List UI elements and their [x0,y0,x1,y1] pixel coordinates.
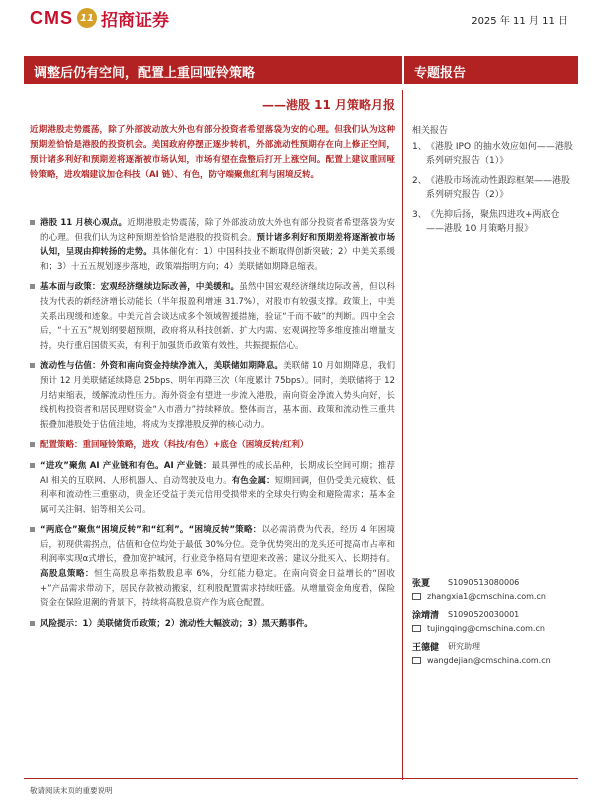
mail-icon [412,657,421,664]
logo-mark-icon: 11 [77,8,97,28]
bullet-core-view [30,216,395,274]
analyst-email[interactable]: zhangxia1@cmschina.com.cn [427,591,546,601]
bullet-liquidity [30,359,395,432]
key-points [30,216,395,637]
analyst-email[interactable]: wangdejian@cmschina.com.cn [427,655,551,665]
analyst-entry [412,607,577,635]
bullet-lead: “进攻”聚焦 AI 产业链和有色。AI 产业链： [40,460,212,471]
footer-note: 敬请阅读末页的重要说明 [30,786,113,795]
bullet-lead: 风险提示：1）美联储货币政策；2）流动性大幅波动；3）黑天鹅事件。 [40,618,313,629]
analyst-license: S1090513080006 [448,577,520,587]
related-reports-list [412,140,577,242]
related-report-number: 2、 [412,176,427,186]
bullet-bold: 有色金属： [231,475,275,486]
analyst-name: 王德健 [412,642,440,653]
analyst-license: S1090520030001 [448,609,520,619]
category-banner [404,56,578,84]
analyst-entry [412,575,577,603]
company-logo [30,7,169,31]
analyst-name: 涂靖清 [412,610,440,621]
bullet-bold: 高股息策略： [40,569,95,580]
bullet-bold: 预计诸多利好和预期差将逐渐被市场认知，呈现由抑转扬的走势。 [40,232,395,258]
bullet-defense [30,523,395,611]
related-report-item[interactable] [412,140,577,168]
bullet-text: 最具弹性的成长品种，长期成长空间可期；推荐 AI 相关的互联网、人形机器人、自动驾驶及电力。 [40,460,395,486]
analyst-name: 张夏 [412,578,431,589]
related-report-item[interactable] [412,174,577,202]
logo-en: CMS [30,7,73,28]
column-divider [402,90,403,780]
related-report-item[interactable] [412,208,577,236]
analyst-list [412,575,577,671]
bullet-risk [30,617,395,632]
bullet-tail: 具体催化有：1）中国科技业不断取得创新突破；2）中美关系缓和；3）十五五规划逐步落地，政策端指明方向；4）美联储如期降息缩表。 [40,247,395,272]
bullet-lead: 基本面与政策：宏观经济继续边际改善，中美缓和。 [40,282,240,293]
footer-divider [24,778,578,779]
bullet-text: 近期港股走势震荡，除了外部波动放大外也有部分投资者希望落袋为安的心理。但我们认为这种预期差恰恰是港股的投资机会。 [40,218,395,243]
analyst-entry [412,639,577,667]
summary-paragraph: 近期港股走势震荡，除了外部波动放大外也有部分投资者希望落袋为安的心理。但我们认为这种预期差恰恰是港股的投资机会。美国政府停摆正逐步转机，外部流动性预期存在向上修正空间，预计诸多利好和预期差将逐渐被市场认知，市场有望在盘整后打开上涨空间。配置上建议重回哑铃策略，进攻端建议加仓科技（AI 链）、有色，防守端聚焦红利与困境反转。 [30,125,395,180]
related-report-title: 《港股 IPO 的抽水效应如何——港股系列研究报告（1）》 [426,142,573,166]
report-title: 调整后仍有空间，配置上重回哑铃策略 [34,66,256,81]
bullet-fundamentals [30,280,395,353]
bullet-text: 虽然中国宏观经济继续边际改善，但以科技为代表的新经济增长动能长（半年报盈利增速 31.7%），对股市有较强支撑。政策上，中美关系出现缓和迹象。中美元首会谈达成多个领域智援措施，验证“千而不破”的判断。四中全会后，“十五五”规划纲要超预期，政府将从科技创新、扩大内需、宏观调控等多维度推出增量支持，央行重启国债买卖，有利于加强货币政策有效性，共振提振信心。 [40,282,395,351]
bullet-text: 以必需消费为代表，经历 4 年困境后，初现供需拐点，估值和仓位均处于最低 30%分位。竞争优势突出的龙头还可提高市占率和利润率实现α式增长，叠加宽护城河，行业竞争格局有望迎来改善；建议分批买入、长期持有。 [40,525,395,565]
related-report-number: 3、 [412,210,427,220]
bullet-offense [30,459,395,517]
bullet-allocation [30,438,395,453]
report-subtitle: ——港股 11 月策略月报 [261,98,395,112]
bullet-lead: “两底仓”聚焦“困境反转”和“红利”。“困境反转”策略： [40,525,262,536]
mail-icon [412,593,421,600]
related-report-number: 1、 [412,142,427,152]
analyst-email[interactable]: tujingqing@cmschina.com.cn [427,623,545,633]
related-reports-heading: 相关报告 [412,126,449,136]
bullet-tail: 短期回调，但仍受美元疲软、低利率和流动性三重驱动，贵金还受益于美元信用受损带来的全球央行购金和避险需求；基本金属可关注铜、铝等相关公司。 [40,475,395,515]
related-report-title: 《先抑后扬，聚焦四进攻+两底仓——港股 10 月策略月报》 [426,210,560,234]
bullet-lead: 配置策略：重回哑铃策略，进攻（科技/有色）+底仓（困境反转/红利） [40,440,309,451]
logo-cn: 招商证券 [101,10,169,31]
title-banner [24,56,402,84]
analyst-role: 研究助理 [448,641,480,651]
bullet-lead: 港股 11 月核心观点。 [40,218,128,228]
related-report-title: 《港股市场流动性跟踪框架——港股系列研究报告（2）》 [426,176,571,200]
bullet-lead: 流动性与估值：外资和南向资金持续净流入，美联储如期降息。 [40,361,284,372]
bullet-tail: 恒生高股息率指数股息率 6%，分红能力稳定。在南向资金日益增长的“固收+”产品需求带动下，居民存款被动搬家，红利股配置需求持续旺盛。从增量资金角度看，保险资金在保险退潮的背景下，持续将高股息资产作为底仓配置。 [40,569,395,609]
bullet-text: 美联储 10 月如期降息，我们预计 12 月美联储延续降息 25bps、明年再降三次（年度累计 75bps）。同时，美联储将于 12 月结束缩表，缓解流动性压力。海外资金有望进一步流入港股，南向资金净流入势头向好，长线机构投资者和居民理财资金“入市潜力”持续释放。整体而言，基本面、政策和流动性三重共振叠加港股处于估值洼地，将成为支撑港股反弹的核心动力。 [40,361,395,430]
report-date: 2025 年 11 月 11 日 [471,16,568,27]
report-category: 专题报告 [414,66,467,81]
mail-icon [412,625,421,632]
